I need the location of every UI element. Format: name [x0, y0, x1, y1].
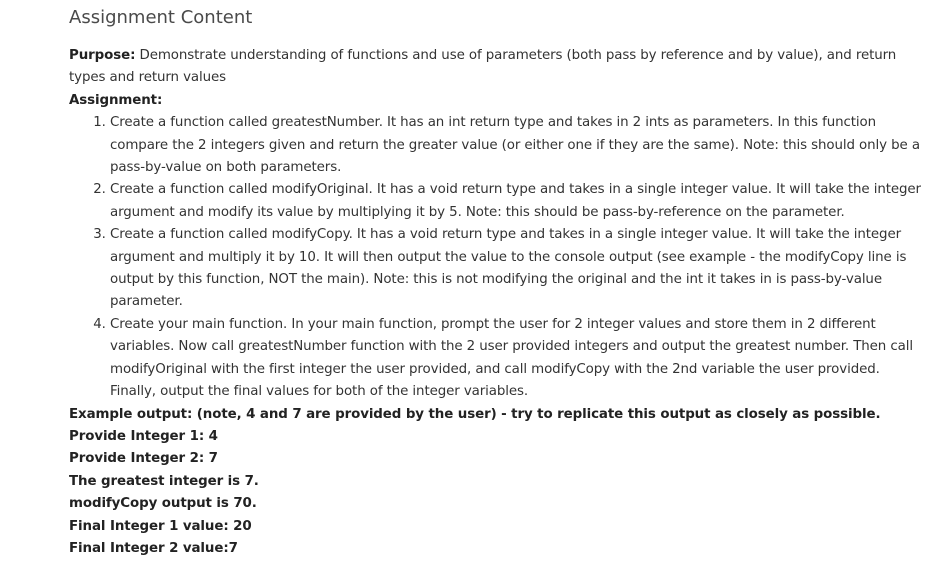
example-line: The greatest integer is 7. — [69, 473, 259, 489]
purpose-text: Demonstrate understanding of functions and use of parameters (both pass by reference and by value), and return types and return values — [69, 48, 897, 86]
assignment-label — [69, 90, 921, 112]
example-line: Provide Integer 2: 7 — [69, 451, 218, 467]
list-item: 2. Create a function called modifyOriginal. It has a void return type and takes in a single integer value. It will take the integer argument and modify its value by multiplying it by 5. Note: this should be pass-by-reference on the parameter. — [110, 179, 921, 224]
list-item: 3. Create a function called modifyCopy. It has a void return type and takes in a single integer value. It will take the integer argument and multiply it by 10. It will then output the value to the console output (see example - the modifyCopy line is output by this function, NOT the main). Note: this is not modifying the original and the int it takes in is pass-by-value parameter. — [110, 224, 921, 314]
assignment-content — [69, 5, 921, 560]
list-item: 4. Create your main function. In your main function, prompt the user for 2 integer values and store them in 2 different variables. Now call greatestNumber function with the 2 user provided integers and output the greatest number. Then call modifyOriginal with the first integer the user provided, and call modifyCopy with the 2nd variable the user provided. Finally, output the final values for both of the integer variables. — [110, 314, 921, 404]
example-output-label: Example output: (note, 4 and 7 are provided by the user) - try to replicate this output as closely as possible. — [69, 406, 881, 422]
purpose-label: Purpose: — [69, 48, 136, 63]
assignment-body — [69, 45, 921, 560]
assignment-label-text: Assignment: — [69, 92, 163, 108]
example-line: Provide Integer 1: 4 — [69, 428, 218, 444]
example-line: Final Integer 1 value: 20 — [69, 518, 252, 534]
example-line: Final Integer 2 value:7 — [69, 540, 238, 556]
assignment-steps-list — [69, 112, 921, 403]
example-line: modifyCopy output is 70. — [69, 496, 257, 512]
list-item: 1. Create a function called greatestNumber. It has an int return type and takes in 2 ints as parameters. In this function compare the 2 integers given and return the greater value (or either one if they are the same). Note: this should only be a pass-by-value on both parameters. — [110, 112, 921, 179]
page-title: Assignment Content — [69, 7, 253, 28]
purpose-paragraph — [69, 45, 921, 90]
